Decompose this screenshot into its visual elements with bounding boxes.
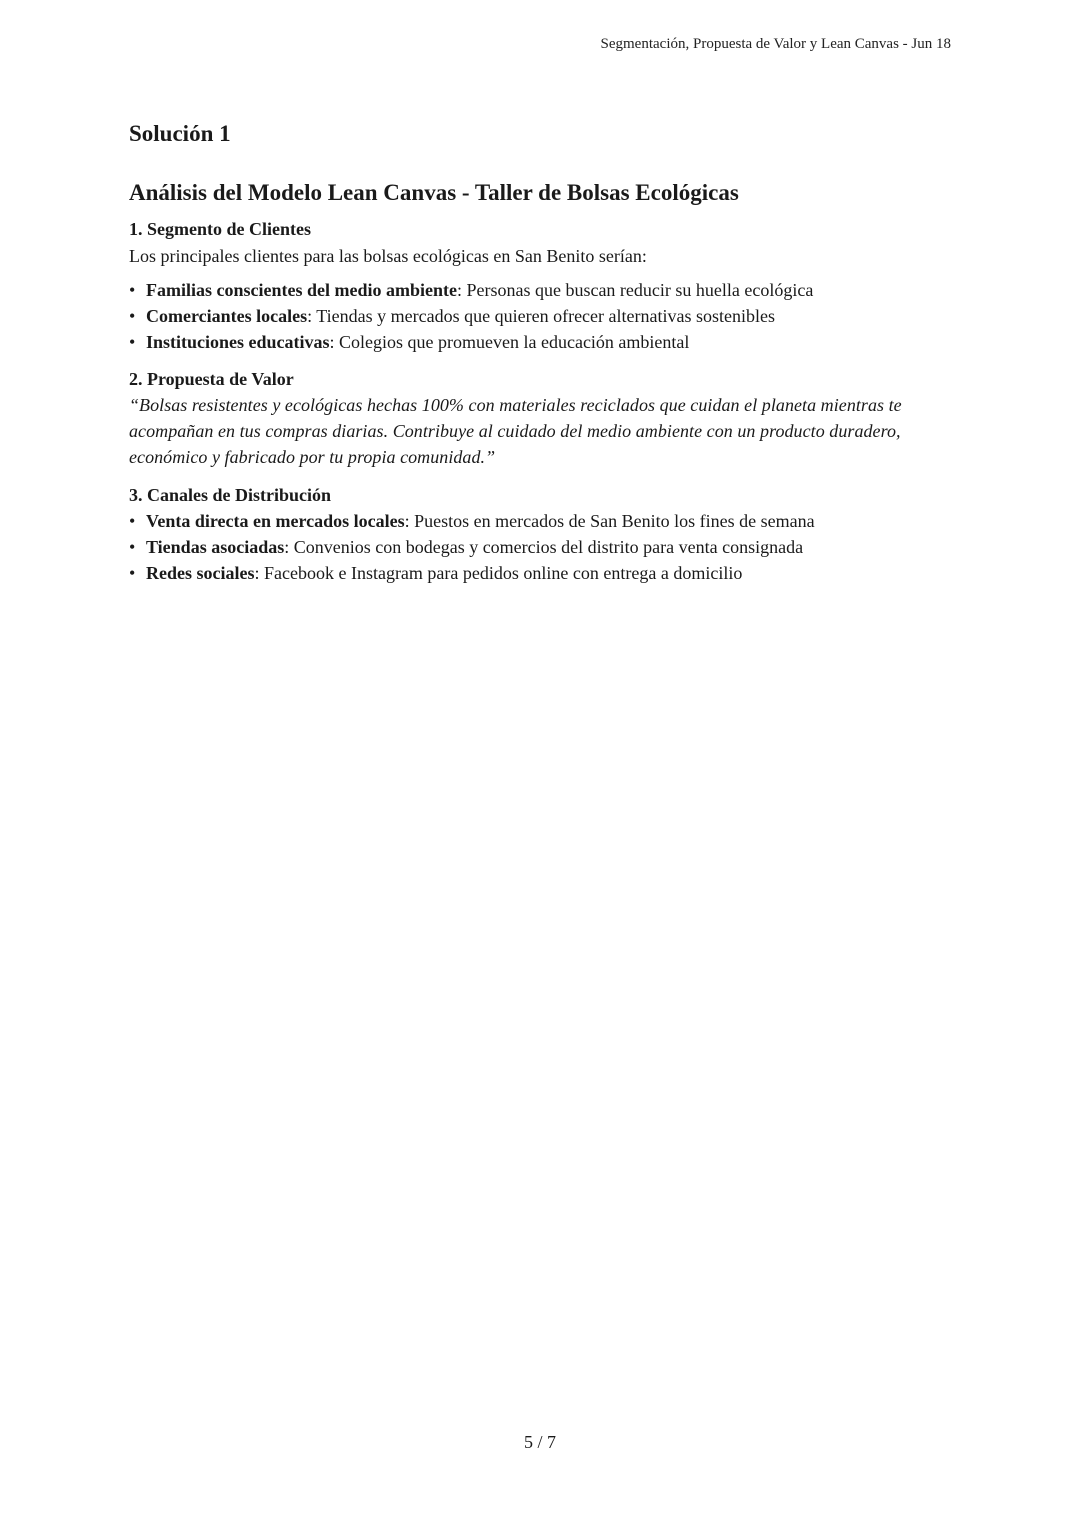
item-text: : Convenios con bodegas y comercios del distrito para venta consignada <box>284 536 804 557</box>
value-proposition-quote: “Bolsas resistentes y ecológicas hechas 100% con materiales reciclados que cuidan el planeta mientras te acompañan en tus compras diarias. Contribuye al cuidado del medio ambiente con un producto duradero, económico y fabricado por tu propia comunidad.” <box>129 395 902 468</box>
item-text: : Colegios que promueven la educación ambiental <box>329 331 690 352</box>
document-title: Análisis del Modelo Lean Canvas - Taller de Bolsas Ecológicas <box>129 179 739 205</box>
section-value-proposition <box>129 367 959 470</box>
list-item <box>129 329 959 355</box>
section-heading: 3. Canales de Distribución <box>129 484 332 505</box>
bullet-icon: • <box>129 331 136 352</box>
item-text: : Facebook e Instagram para pedidos online con entrega a domicilio <box>254 562 743 583</box>
bullet-icon: • <box>129 536 136 557</box>
section-distribution-channels <box>129 483 959 586</box>
item-term: Tiendas asociadas <box>146 536 285 557</box>
item-term: Venta directa en mercados locales <box>146 510 405 531</box>
section-heading: 2. Propuesta de Valor <box>129 369 294 390</box>
item-term: Familias conscientes del medio ambiente <box>146 279 457 300</box>
item-text: : Puestos en mercados de San Benito los fines de semana <box>404 510 815 531</box>
list-item <box>129 303 959 329</box>
running-header: Segmentación, Propuesta de Valor y Lean Canvas - Jun 18 <box>600 36 951 52</box>
customer-list <box>129 277 959 355</box>
item-term: Comerciantes locales <box>146 305 308 326</box>
list-item <box>129 560 959 586</box>
bullet-icon: • <box>129 279 136 300</box>
item-term: Instituciones educativas <box>146 331 330 352</box>
page-content <box>129 120 959 598</box>
item-text: : Tiendas y mercados que quieren ofrecer alternativas sostenibles <box>307 305 775 326</box>
section-intro: Los principales clientes para las bolsas ecológicas en San Benito serían: <box>129 245 647 266</box>
list-item <box>129 534 959 560</box>
bullet-icon: • <box>129 562 136 583</box>
channel-list <box>129 508 959 586</box>
solution-title: Solución 1 <box>129 121 231 146</box>
item-term: Redes sociales <box>146 562 255 583</box>
section-customer-segment <box>129 217 959 355</box>
section-heading: 1. Segmento de Clientes <box>129 219 311 240</box>
bullet-icon: • <box>129 305 136 326</box>
item-text: : Personas que buscan reducir su huella ecológica <box>456 279 814 300</box>
list-item <box>129 508 959 534</box>
bullet-icon: • <box>129 510 136 531</box>
page-number: 5 / 7 <box>523 1432 556 1452</box>
list-item <box>129 277 959 303</box>
